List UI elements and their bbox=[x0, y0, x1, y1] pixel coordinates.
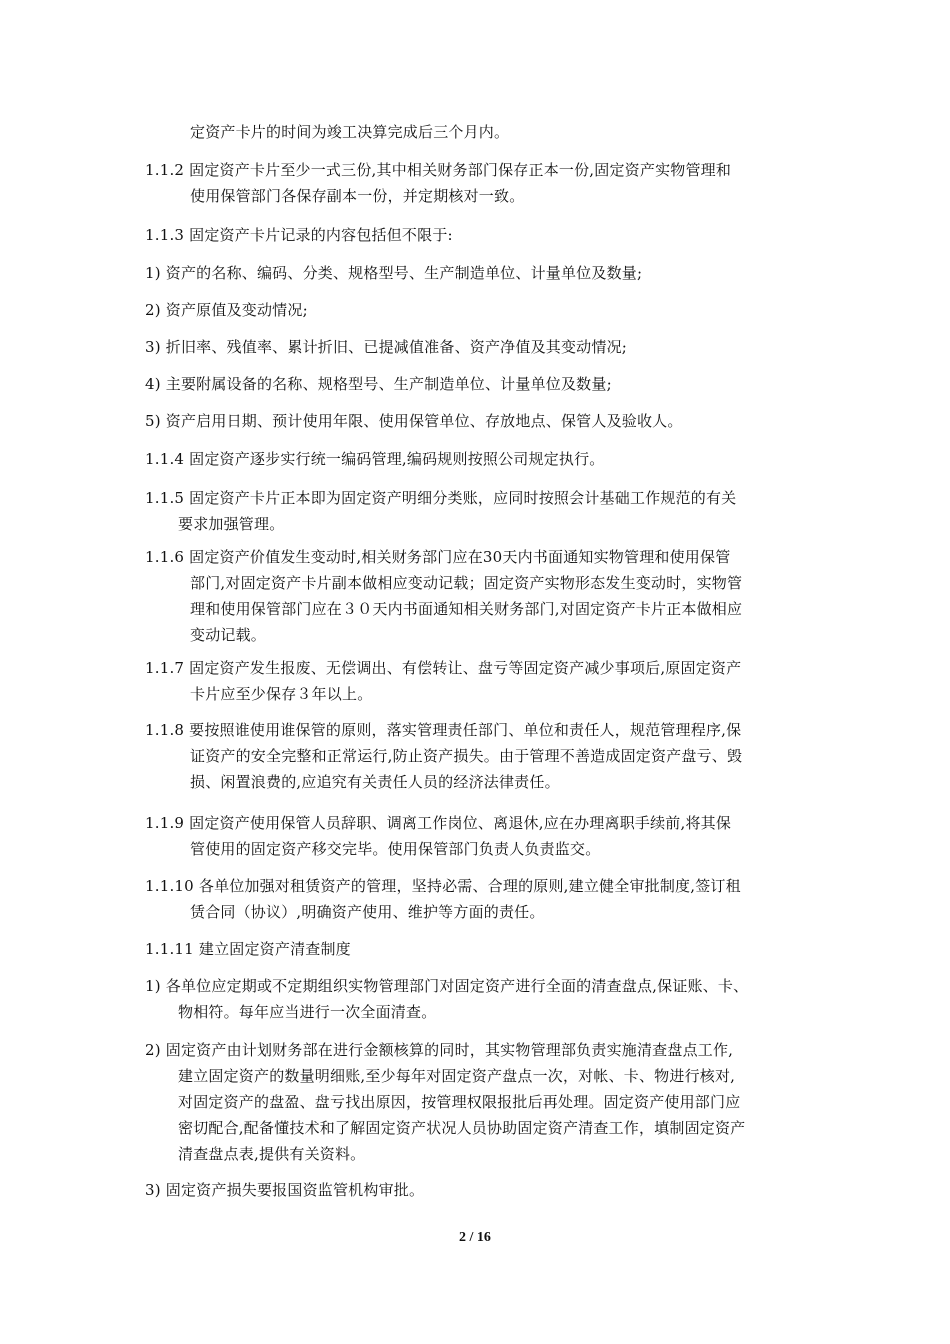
text-line: 损、闲置浪费的,应追究有关责任人员的经济法律责任。 bbox=[190, 773, 560, 791]
list-item: 2) 资产原值及变动情况; bbox=[145, 301, 308, 319]
text-line: 使用保管部门各保存副本一份，并定期核对一致。 bbox=[190, 187, 525, 205]
text-line: 赁合同（协议）,明确资产使用、维护等方面的责任。 bbox=[190, 903, 545, 921]
list-item: 1) 资产的名称、编码、分类、规格型号、生产制造单位、计量单位及数量; bbox=[145, 264, 643, 282]
text-line: 清查盘点表,提供有关资料。 bbox=[178, 1145, 366, 1163]
page-number: 2 / 16 bbox=[459, 1230, 491, 1245]
text-line: 要求加强管理。 bbox=[178, 515, 285, 533]
text-line: 1.1.5 固定资产卡片正本即为固定资产明细分类账，应同时按照会计基础工作规范的有关 bbox=[145, 489, 737, 507]
list-item: 2) 固定资产由计划财务部在进行金额核算的同时，其实物管理部负责实施清查盘点工作, bbox=[145, 1041, 734, 1059]
text-line: 1.1.10 各单位加强对租赁资产的管理，坚持必需、合理的原则,建立健全审批制度,签订租 bbox=[145, 877, 741, 895]
text-line: 变动记载。 bbox=[190, 626, 267, 644]
text-line: 1.1.8 要按照谁使用谁保管的原则，落实管理责任部门、单位和责任人，规范管理程序,保 bbox=[145, 721, 742, 739]
text-line: 卡片应至少保存３年以上。 bbox=[190, 685, 373, 703]
text-line: 定资产卡片的时间为竣工决算完成后三个月内。 bbox=[190, 123, 510, 141]
text-line: 密切配合,配备懂技术和了解固定资产状况人员协助固定资产清查工作，填制固定资产 bbox=[178, 1119, 746, 1137]
text-line: 1.1.3 固定资产卡片记录的内容包括但不限于: bbox=[145, 226, 453, 244]
list-item: 4) 主要附属设备的名称、规格型号、生产制造单位、计量单位及数量; bbox=[145, 375, 612, 393]
list-item: 3) 折旧率、残值率、累计折旧、已提减值准备、资产净值及其变动情况; bbox=[145, 338, 628, 356]
text-line: 1.1.4 固定资产逐步实行统一编码管理,编码规则按照公司规定执行。 bbox=[145, 450, 605, 468]
text-line: 1.1.6 固定资产价值发生变动时,相关财务部门应在30天内书面通知实物管理和使用保管 bbox=[145, 548, 731, 566]
text-line: 部门,对固定资产卡片副本做相应变动记载；固定资产实物形态发生变动时，实物管 bbox=[190, 574, 743, 592]
text-line: 物相符。每年应当进行一次全面清查。 bbox=[178, 1003, 437, 1021]
list-item: 1) 各单位应定期或不定期组织实物管理部门对固定资产进行全面的清查盘点,保证账、卡、 bbox=[145, 977, 749, 995]
text-line: 1.1.9 固定资产使用保管人员辞职、调离工作岗位、离退休,应在办理离职手续前,将其保 bbox=[145, 814, 732, 832]
text-line: 对固定资产的盘盈、盘亏找出原因，按管理权限报批后再处理。固定资产使用部门应 bbox=[178, 1093, 741, 1111]
text-line: 建立固定资产的数量明细账,至少每年对固定资产盘点一次，对帐、卡、物进行核对, bbox=[178, 1067, 736, 1085]
list-item: 5) 资产启用日期、预计使用年限、使用保管单位、存放地点、保管人及验收人。 bbox=[145, 412, 683, 430]
text-line: 1.1.2 固定资产卡片至少一式三份,其中相关财务部门保存正本一份,固定资产实物管理和 bbox=[145, 161, 732, 179]
section-heading: 1.1.11 建立固定资产清查制度 bbox=[145, 940, 351, 958]
list-item: 3) 固定资产损失要报国资监管机构审批。 bbox=[145, 1181, 425, 1199]
text-line: 管使用的固定资产移交完毕。使用保管部门负责人负责监交。 bbox=[190, 840, 601, 858]
text-line: 理和使用保管部门应在３０天内书面通知相关财务部门,对固定资产卡片正本做相应 bbox=[190, 600, 743, 618]
text-line: 1.1.7 固定资产发生报废、无偿调出、有偿转让、盘亏等固定资产减少事项后,原固定资产 bbox=[145, 659, 742, 677]
text-line: 证资产的安全完整和正常运行,防止资产损失。由于管理不善造成固定资产盘亏、毁 bbox=[190, 747, 743, 765]
